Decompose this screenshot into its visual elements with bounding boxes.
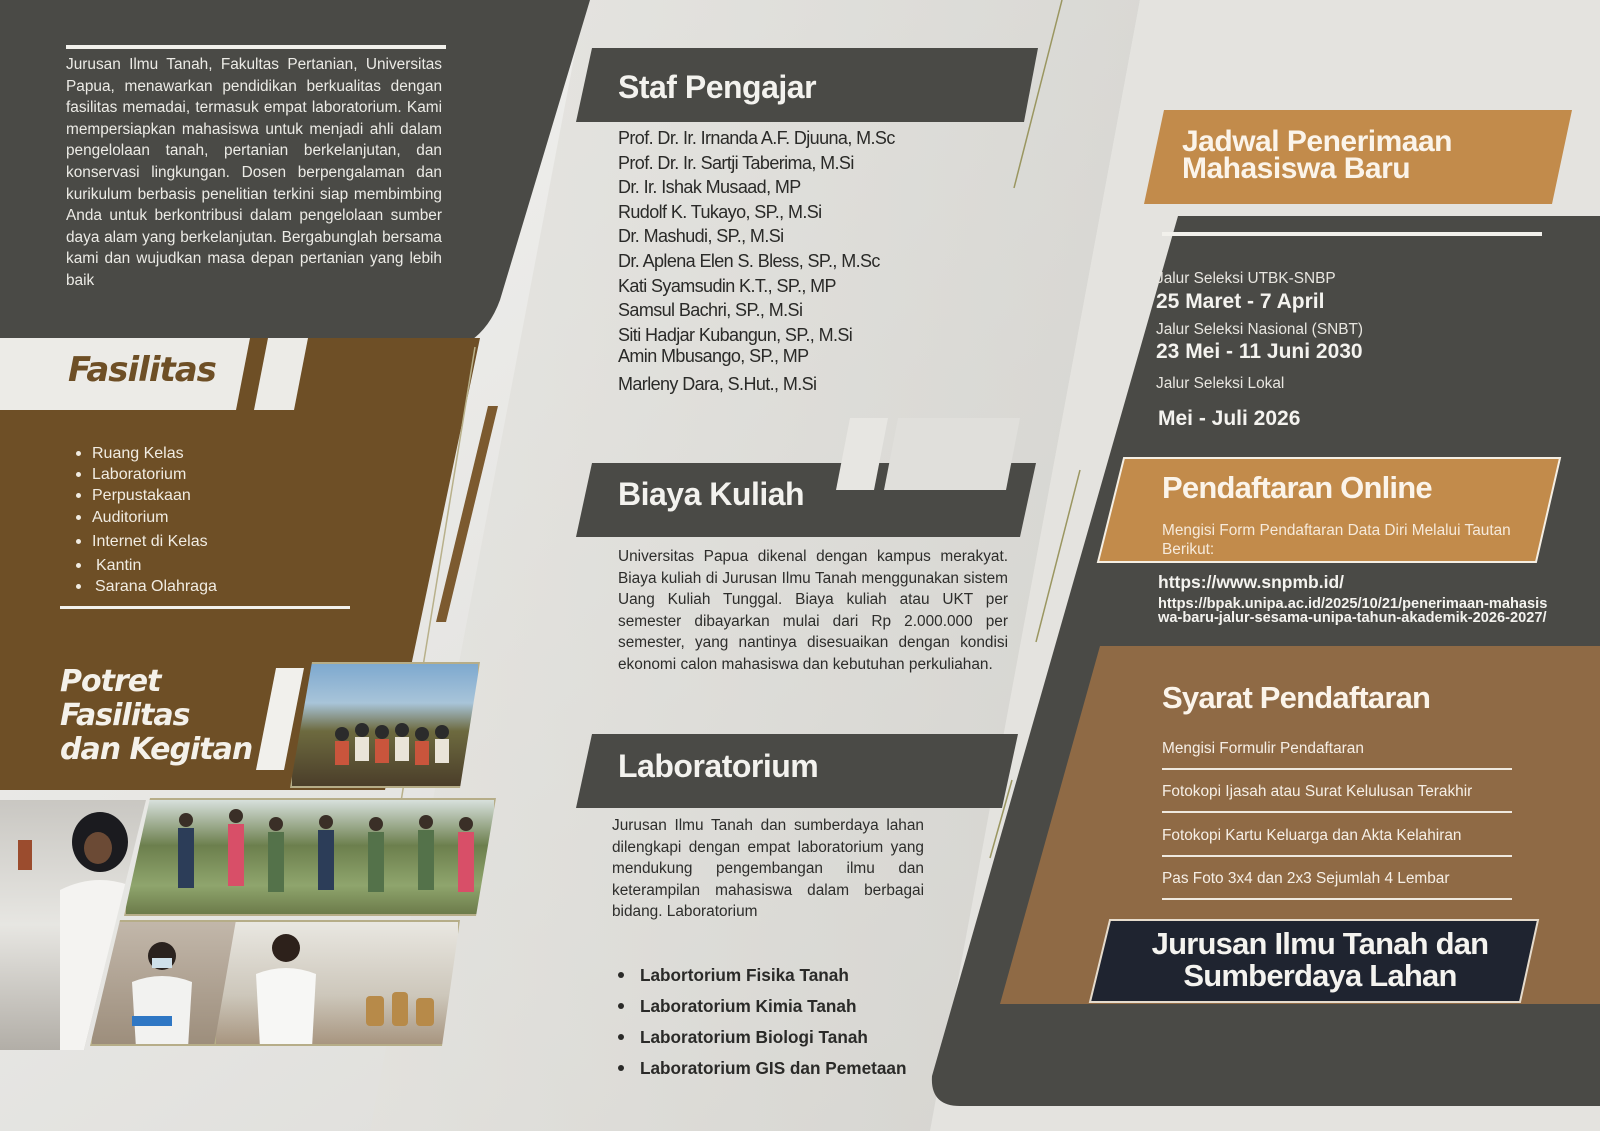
fasilitas-divider <box>60 606 350 609</box>
photo-group-outdoor <box>290 662 480 788</box>
list-item: Amin Mbusango, SP., MP <box>618 346 809 367</box>
syarat-title: Syarat Pendaftaran <box>1162 680 1431 715</box>
intro-paragraph: Jurusan Ilmu Tanah, Fakultas Pertanian, Universitas Papua, menawarkan pendidikan berkualitas dengan fasilitas memadai, termasuk empat laboratorium. Kami mempersiapkan mahasiswa untuk menjadi ahli dalam pengelolaan tanah, pertanian berkelanjutan, dan konservasi lingkungan. Dosen berpengalaman dan kurikulum berbasis penelitian terkini siap membimbing Anda untuk berkontribusi dalam pengelolaan sumber daya alam yang berkelanjutan. Bergabunglah bersama kami dan wujudkan masa depan pertanian yang lebih baik <box>66 56 442 289</box>
jalur-label: Jalur Seleksi UTBK-SNBP <box>1156 270 1336 287</box>
list-item: Laboratorium GIS dan Pemetaan <box>614 1053 906 1084</box>
biaya-title: Biaya Kuliah <box>618 476 805 512</box>
lab-list <box>614 960 906 1084</box>
staf-title: Staf Pengajar <box>618 69 817 105</box>
department-name: Jurusan Ilmu Tanah dan Sumberdaya Lahan <box>1151 926 1489 993</box>
jadwal-divider <box>1162 232 1542 236</box>
syarat-item: Fotokopi Ijasah atau Surat Kelulusan Terakhir <box>1162 783 1512 813</box>
list-item: Laboratorium Biologi Tanah <box>614 1022 906 1053</box>
list-item: Laboratorium <box>70 464 217 485</box>
intro-divider <box>66 45 446 49</box>
list-item: Dr. Mashudi, SP., M.Si <box>618 226 784 247</box>
staf-list <box>618 126 895 397</box>
photo-lab-student <box>214 920 460 1046</box>
group-photo-icon <box>292 664 480 788</box>
list-item: Siti Hadjar Kubangun, SP., M.Si <box>618 324 853 345</box>
list-item: Ruang Kelas <box>70 443 217 464</box>
list-item: Samsul Bachri, SP., M.Si <box>618 300 803 321</box>
fasilitas-list <box>70 443 217 597</box>
potret-title: Potret Fasilitas dan Kegitan <box>60 664 253 767</box>
list-item: Marleny Dara, S.Hut., M.Si <box>618 373 817 394</box>
online-description: Mengisi Form Pendaftaran Data Diri Melalui Tautan Berikut: <box>1162 522 1511 558</box>
jadwal-title: Jadwal Penerimaan Mahasiswa Baru <box>1182 125 1452 185</box>
list-item: Kantin <box>70 555 217 576</box>
list-item: Prof. Dr. Ir. Sartji Taberima, M.Si <box>618 152 854 173</box>
list-item: Perpustakaan <box>70 485 217 506</box>
list-item: Rudolf K. Tukayo, SP., M.Si <box>618 201 822 222</box>
syarat-item: Pas Foto 3x4 dan 2x3 Sejumlah 4 Lembar <box>1162 870 1512 900</box>
list-item: Prof. Dr. Ir. Irnanda A.F. Djuuna, M.Sc <box>618 128 895 148</box>
lab-paragraph: Jurusan Ilmu Tanah dan sumberdaya lahan dilengkapi dengan empat laboratorium yang mendukung pengembangan ilmu dan keterampilan mahasiswa dalam berbagai bidang. Laboratorium <box>612 817 924 921</box>
photo-field-group <box>124 798 496 916</box>
jalur-label: Jalur Seleksi Lokal <box>1156 375 1285 392</box>
list-item: Dr. Aplena Elen S. Bless, SP., M.Sc <box>618 250 880 271</box>
lab-student-photo-icon <box>216 922 460 1046</box>
registration-link-snpmb[interactable]: https://www.snpmb.id/ <box>1158 572 1345 592</box>
fasilitas-title: Fasilitas <box>68 350 216 390</box>
list-item: Internet di Kelas <box>70 531 217 552</box>
jalur-date: 23 Mei - 11 Juni 2030 <box>1156 340 1363 363</box>
biaya-paragraph: Universitas Papua dikenal dengan kampus merakyat. Biaya kuliah di Jurusan Ilmu Tanah menggunakan sistem Uang Kuliah Tunggal. Biaya kuliah atau UKT per semester dibayarkan mulai dari Rp 2.000.000 per semester, yang nantinya disesuaikan dengan kondisi ekonomi calon mahasiswa dan kebutuhan perkuliahan. <box>618 548 1008 673</box>
jalur-date: Mei - Juli 2026 <box>1158 407 1301 430</box>
jalur-label: Jalur Seleksi Nasional (SNBT) <box>1156 321 1363 338</box>
list-item: Dr. Ir. Ishak Musaad, MP <box>618 177 801 198</box>
syarat-item: Mengisi Formulir Pendaftaran <box>1162 740 1512 770</box>
list-item: Kati Syamsudin K.T., SP., MP <box>618 275 836 296</box>
registration-link-unipa[interactable]: https://bpak.unipa.ac.id/2025/10/21/penerimaan-mahasiswa-baru-jalur-sesama-unipa-tahun-akademik-2026-2027/ <box>1158 596 1548 626</box>
jalur-date: 25 Maret - 7 April <box>1156 290 1325 313</box>
online-title: Pendaftaran Online <box>1162 470 1432 505</box>
list-item: Auditorium <box>70 507 217 528</box>
syarat-item: Fotokopi Kartu Keluarga dan Akta Kelahiran <box>1162 827 1512 857</box>
lab-title: Laboratorium <box>618 748 819 784</box>
list-item: Labortorium Fisika Tanah <box>614 960 906 991</box>
list-item: Sarana Olahraga <box>70 576 217 597</box>
field-photo-icon <box>126 800 496 916</box>
list-item: Laboratorium Kimia Tanah <box>614 991 906 1022</box>
